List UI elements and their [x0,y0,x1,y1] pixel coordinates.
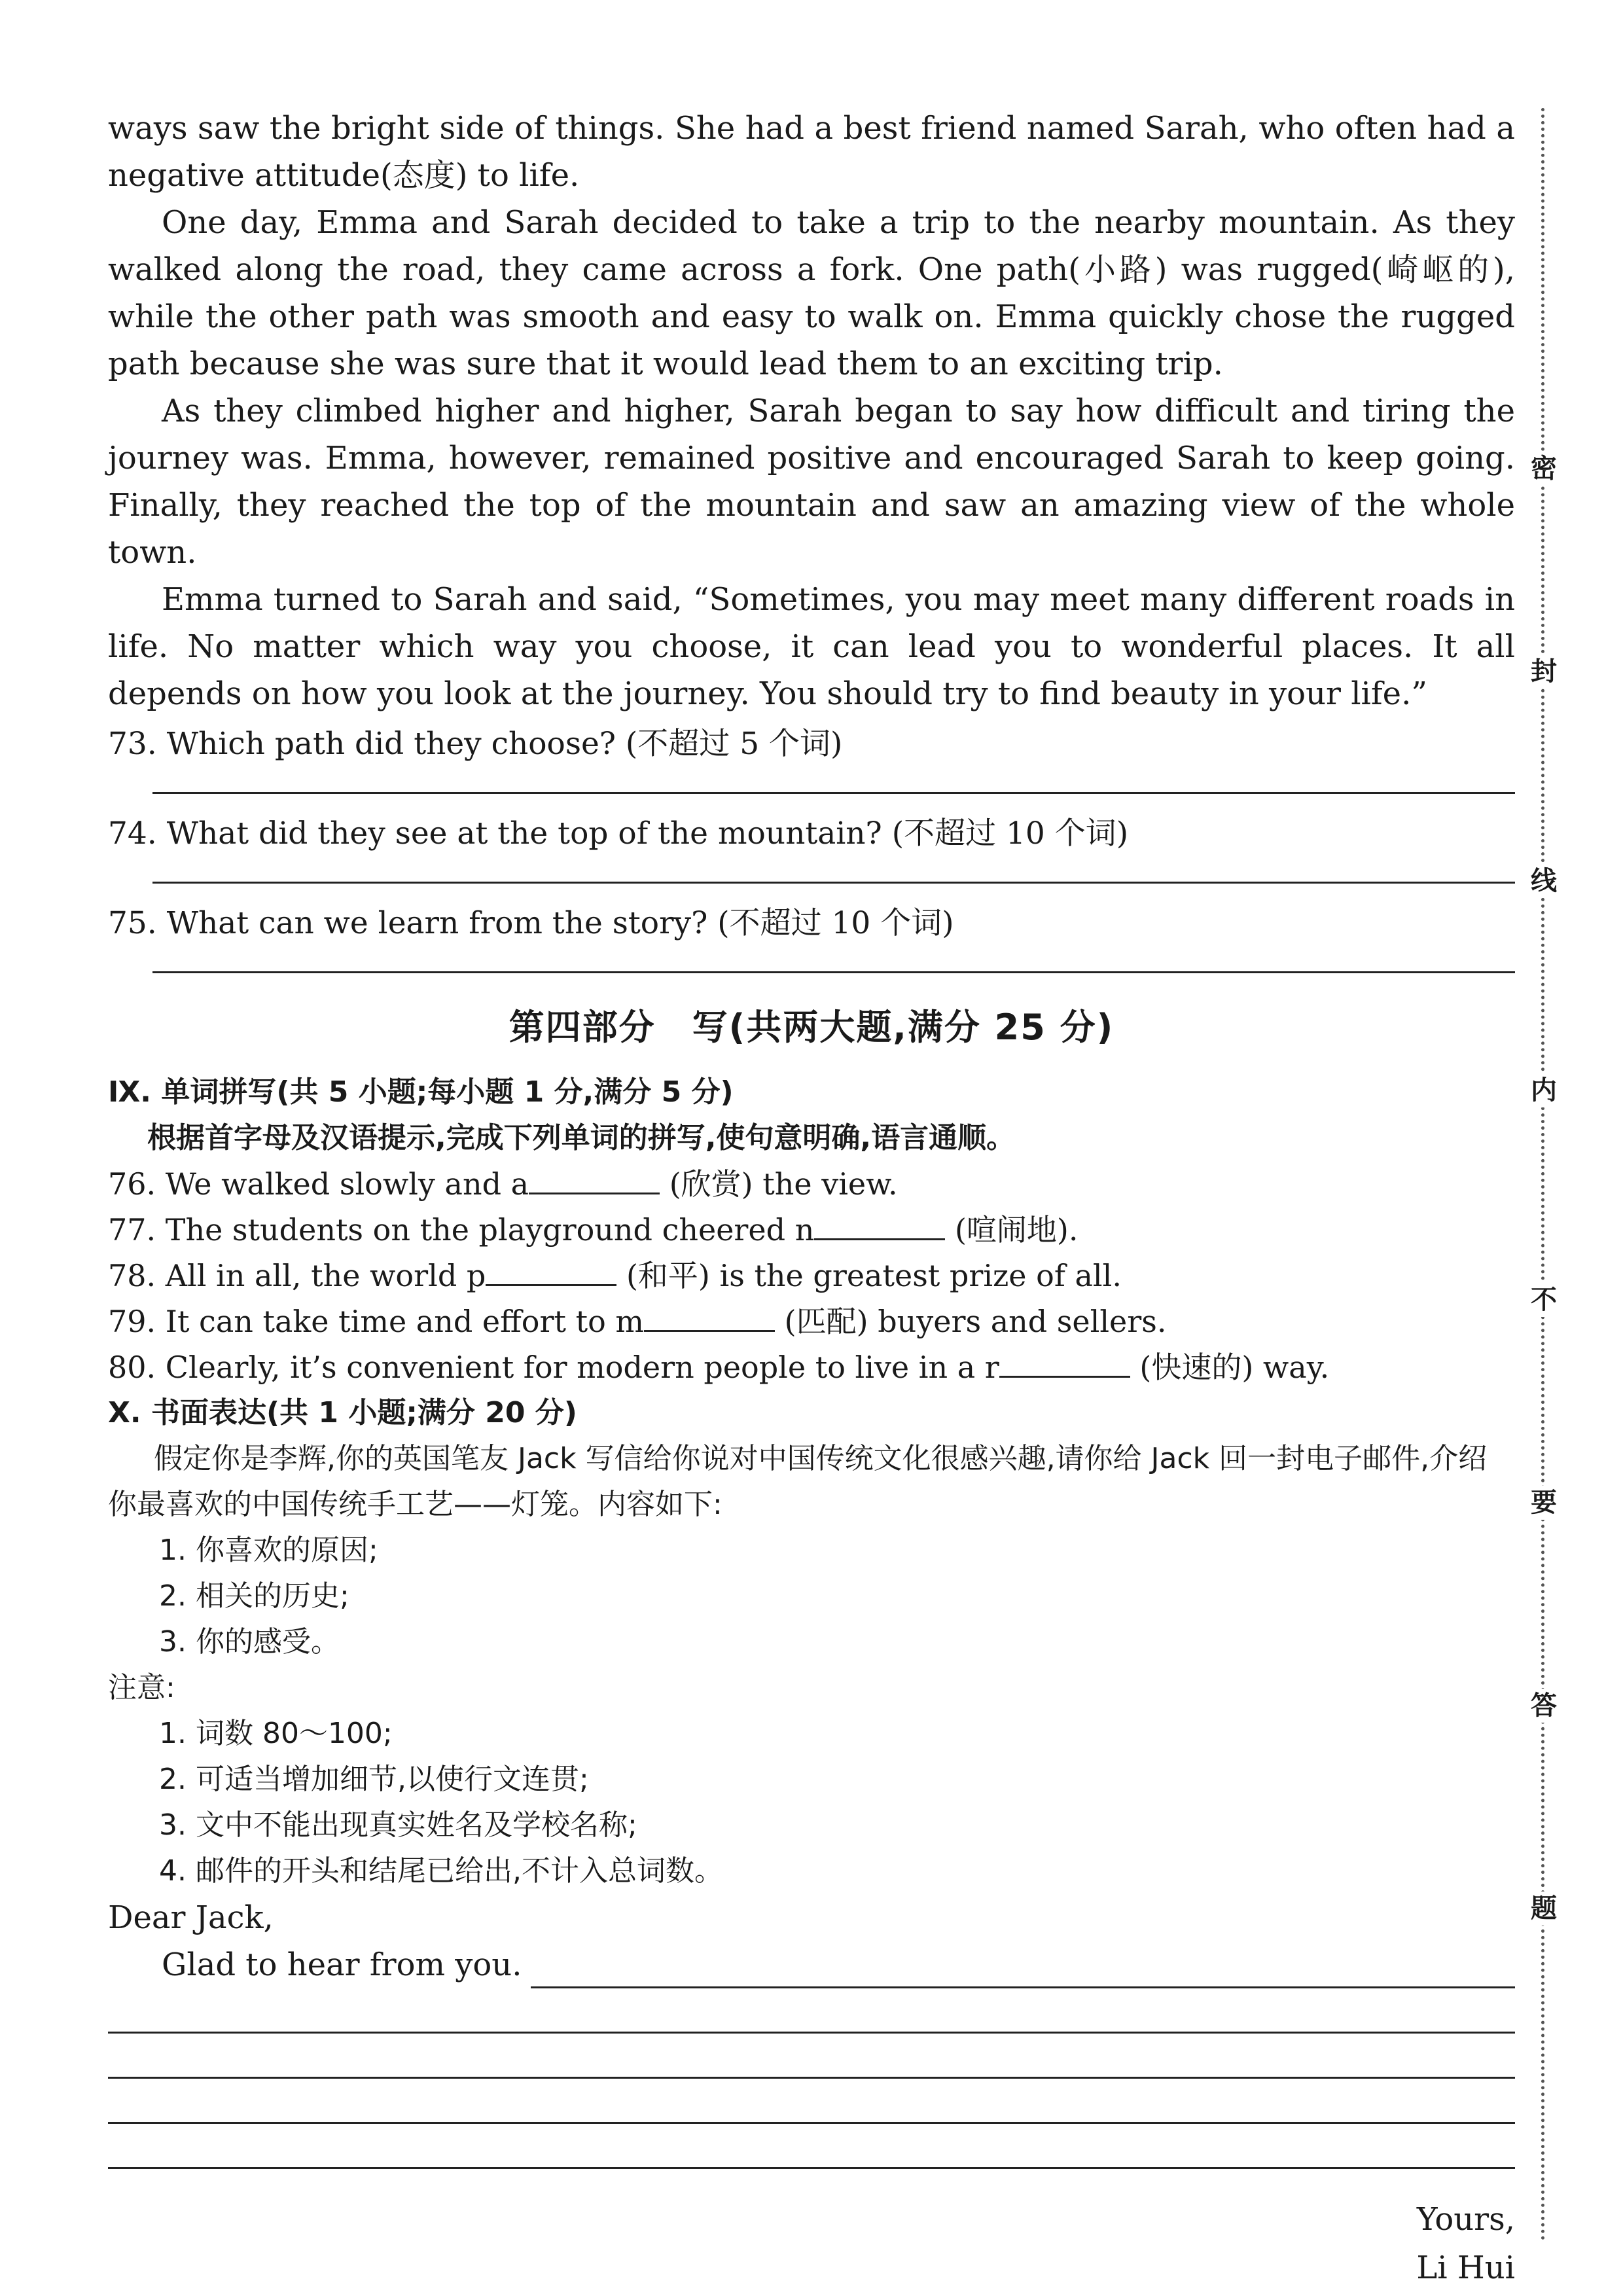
section-9-instruction: 根据首字母及汉语提示,完成下列单词的拼写,使句意明确,语言通顺。 [147,1121,1016,1155]
question-text: What did they see at the top of the mountain? (不超过 10 个词) [166,816,1129,852]
passage-paragraph: As they climbed higher and higher, Sarah began to say how difficult and tiring the journey was. Emma, however, remained positive and encouraged Sarah to keep going. Finally, they reached the top of the mountain and saw an amazing view of the whole town. [108,393,1515,571]
part4-title: 第四部分 写(共两大题,满分 25 分) [508,1007,1115,1048]
writing-prompt: 假定你是李辉,你的英国笔友 Jack 写信给你说对中国传统文化很感兴趣,请你给 Jack 回一封电子邮件,介绍你最喜欢的中国传统手工艺——灯笼。内容如下: [108,1442,1488,1521]
question-text: Which path did they choose? (不超过 5 个词) [166,726,843,762]
spelling-item-79: 79. It can take time and effort to m (匹配) buyers and sellers. [108,1304,1167,1339]
binding-char: 内 [1525,1073,1563,1107]
writing-line[interactable] [531,1960,1515,1988]
reading-passage [108,105,1515,717]
question-74 [108,812,1515,884]
hint-text: (喧闹地). [954,1212,1079,1247]
spelling-blank[interactable] [999,1350,1130,1378]
binding-char: 不 [1525,1283,1563,1317]
question-73 [108,723,1515,794]
writing-line[interactable] [108,1988,1515,2034]
section-9 [108,1069,1515,1390]
answer-line[interactable] [152,945,1515,973]
spelling-blank[interactable] [486,1258,616,1286]
signature: Li Hui [1416,2250,1515,2286]
binding-char: 线 [1525,864,1563,898]
section-10 [108,1390,1515,2292]
question-number: 75. [108,905,157,941]
section-9-heading: Ⅸ. 单词拼写(共 5 小题;每小题 1 分,满分 5 分) [108,1075,734,1109]
content-point: 1. 你喜欢的原因; [159,1534,378,1567]
binding-char: 要 [1525,1486,1563,1520]
hint-text: (快速的) [1139,1350,1254,1385]
note-item: 1. 词数 80～100; [159,1717,393,1750]
content-point: 3. 你的感受。 [159,1625,340,1659]
question-number: 74. [108,816,157,852]
note-item: 3. 文中不能出现真实姓名及学校名称; [159,1808,637,1842]
passage-paragraph: ways saw the bright side of things. She had a best friend named Sarah, who often had a negative attitude(态度) to life. [108,110,1515,194]
hint-text: (和平) [626,1258,710,1293]
passage-paragraph: Emma turned to Sarah and said, “Sometimes, you may meet many different roads in life. No matter which way you choose, it can lead you to wonderful places. It all depends on how you look at the journey. You should try to find beauty in your life.” [108,581,1515,712]
question-text: What can we learn from the story? (不超过 10 个词) [166,905,954,941]
notes-label: 注意: [108,1671,175,1704]
note-item: 4. 邮件的开头和结尾已给出,不计入总词数。 [159,1854,723,1888]
question-number: 73. [108,726,157,762]
binding-char: 封 [1525,655,1563,689]
writing-line[interactable] [108,2034,1515,2079]
spelling-item-78: 78. All in all, the world p (和平) is the greatest prize of all. [108,1258,1122,1293]
question-75 [108,902,1515,973]
hint-text: (匹配) [784,1304,868,1339]
note-item: 2. 可适当增加细节,以使行文连贯; [159,1763,589,1796]
closing: Yours, [1416,2201,1515,2238]
spelling-item-80: 80. Clearly, it’s convenient for modern people to live in a r (快速的) way. [108,1350,1330,1385]
answer-line[interactable] [152,766,1515,794]
writing-line[interactable] [108,2079,1515,2124]
opening-sentence: Glad to hear from you. [162,1946,522,1983]
passage-paragraph: One day, Emma and Sarah decided to take a trip to the nearby mountain. As they walked along the road, they came across a fork. One path(小路) was rugged(崎岖的), while the other path was smooth and easy to walk on. Emma quickly chose the rugged path because she was sure that it would lead them to an exciting trip. [108,204,1515,382]
binding-char: 题 [1525,1892,1563,1926]
binding-char: 密 [1525,452,1563,486]
salutation: Dear Jack, [108,1899,274,1936]
binding-char: 答 [1525,1689,1563,1723]
hint-text: (欣赏) [669,1166,753,1202]
spelling-blank[interactable] [644,1304,775,1332]
content-point: 2. 相关的历史; [159,1579,349,1613]
spelling-blank[interactable] [814,1212,945,1240]
answer-line[interactable] [152,855,1515,884]
writing-line[interactable] [108,2124,1515,2169]
exam-content [108,105,1515,2292]
spelling-blank[interactable] [529,1166,660,1194]
spelling-item-77: 77. The students on the playground cheered n (喧闹地). [108,1212,1079,1247]
spelling-item-76: 76. We walked slowly and a (欣赏) the view. [108,1166,898,1202]
section-10-heading: Ⅹ. 书面表达(共 1 小题;满分 20 分) [108,1396,577,1429]
writing-first-line [108,1941,1515,1988]
